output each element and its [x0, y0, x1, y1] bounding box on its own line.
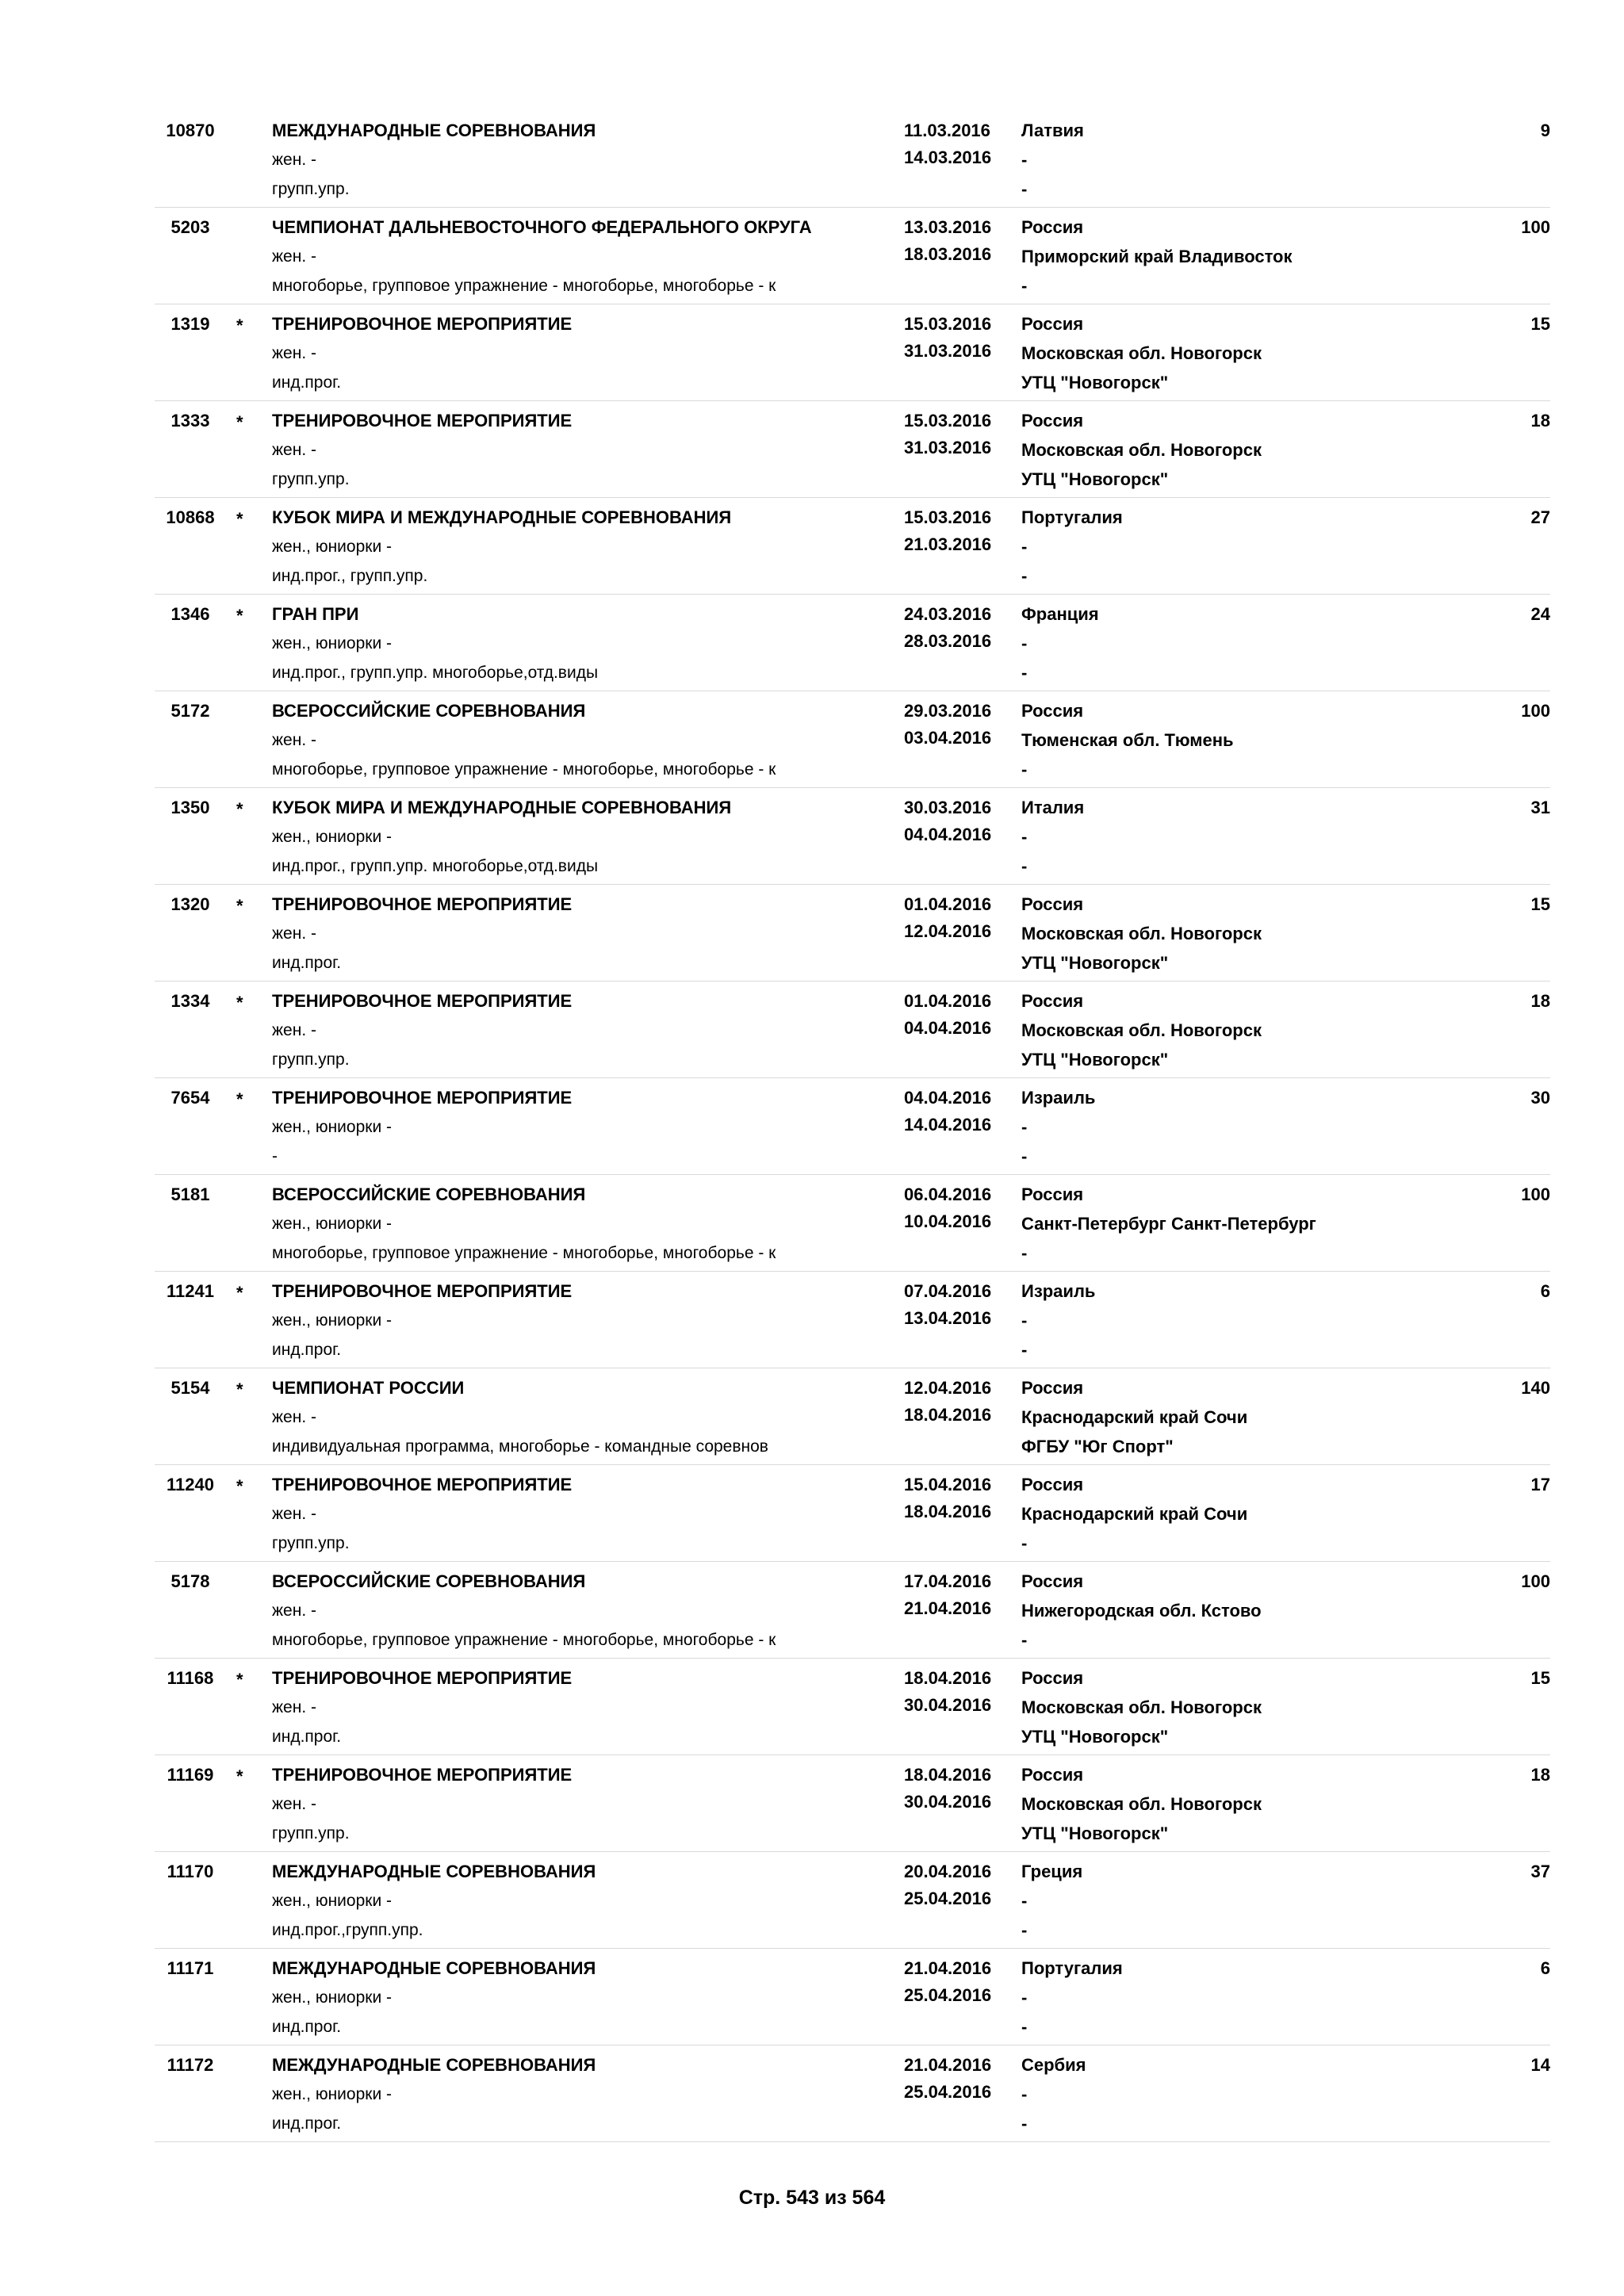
event-program: групп.упр. — [272, 180, 350, 198]
event-category: жен. - — [272, 1698, 316, 1716]
event-region-city: Краснодарский край Сочи — [1021, 1504, 1248, 1524]
event-date-end: 13.04.2016 — [904, 1308, 992, 1328]
event-region-city: - — [1021, 537, 1028, 557]
event-country: Россия — [1021, 411, 1084, 430]
event-row — [155, 1562, 1550, 1659]
event-row — [155, 1368, 1550, 1465]
event-venue: - — [1021, 2114, 1028, 2133]
event-country: Россия — [1021, 701, 1084, 721]
event-star-mark: * — [236, 316, 243, 335]
event-country: Израиль — [1021, 1088, 1096, 1108]
event-region-city: Тюменская обл. Тюмень — [1021, 730, 1234, 750]
event-program: инд.прог. — [272, 1728, 342, 1746]
event-venue: - — [1021, 2017, 1028, 2037]
event-program: инд.прог. — [272, 2114, 342, 2133]
event-row — [155, 982, 1550, 1078]
event-participant-count: 15 — [1530, 314, 1550, 334]
event-country: Сербия — [1021, 2055, 1086, 2075]
event-venue: УТЦ "Новогорск" — [1021, 373, 1169, 392]
event-region-city: - — [1021, 2084, 1028, 2104]
event-participant-count: 100 — [1521, 1571, 1550, 1591]
event-participant-count: 37 — [1530, 1862, 1550, 1881]
event-row — [155, 1659, 1550, 1755]
event-category: жен., юниорки - — [272, 1118, 393, 1136]
event-category: жен. - — [272, 924, 316, 943]
event-date-end: 28.03.2016 — [904, 631, 992, 651]
event-participant-count: 9 — [1540, 121, 1550, 140]
event-row — [155, 401, 1550, 498]
event-id: 1333 — [170, 411, 210, 430]
event-date-end: 12.04.2016 — [904, 921, 992, 941]
event-participant-count: 100 — [1521, 217, 1550, 237]
event-id: 11172 — [167, 2055, 214, 2075]
event-category: жен. - — [272, 1505, 316, 1523]
event-date-start: 15.03.2016 — [904, 507, 992, 527]
event-country: Португалия — [1021, 1958, 1123, 1978]
event-participant-count: 100 — [1521, 701, 1550, 721]
event-date-end: 31.03.2016 — [904, 341, 992, 361]
event-region-city: Нижегородская обл. Кстово — [1021, 1601, 1262, 1621]
event-row — [155, 498, 1550, 595]
event-region-city: - — [1021, 1311, 1028, 1330]
event-program: инд.прог. — [272, 2018, 342, 2036]
event-id: 11170 — [167, 1862, 214, 1881]
event-date-start: 07.04.2016 — [904, 1281, 992, 1301]
event-row — [155, 1175, 1550, 1272]
event-id: 1320 — [170, 894, 210, 914]
event-id: 1350 — [170, 798, 210, 817]
event-participant-count: 6 — [1540, 1281, 1550, 1301]
event-country: Россия — [1021, 1378, 1084, 1398]
event-id: 1346 — [170, 604, 210, 624]
event-category: жен., юниорки - — [272, 828, 393, 846]
event-venue: - — [1021, 566, 1028, 586]
event-region-city: - — [1021, 150, 1028, 170]
event-region-city: Московская обл. Новогорск — [1021, 924, 1262, 943]
event-country: Россия — [1021, 1475, 1084, 1494]
event-date-start: 01.04.2016 — [904, 991, 992, 1011]
event-country: Израиль — [1021, 1281, 1096, 1301]
event-date-end: 31.03.2016 — [904, 438, 992, 457]
event-date-start: 29.03.2016 — [904, 701, 992, 721]
event-title: ВСЕРОССИЙСКИЕ СОРЕВНОВАНИЯ — [272, 701, 586, 721]
event-region-city: Московская обл. Новогорск — [1021, 1697, 1262, 1717]
event-participant-count: 31 — [1530, 798, 1550, 817]
event-title: МЕЖДУНАРОДНЫЕ СОРЕВНОВАНИЯ — [272, 2055, 596, 2075]
event-row — [155, 1272, 1550, 1368]
event-title: ГРАН ПРИ — [272, 604, 359, 624]
event-participant-count: 15 — [1530, 1668, 1550, 1688]
event-category: жен. - — [272, 1021, 316, 1039]
event-participant-count: 24 — [1530, 604, 1550, 624]
event-row — [155, 2045, 1550, 2142]
event-star-mark: * — [236, 1380, 243, 1399]
event-row — [155, 1755, 1550, 1852]
event-date-end: 25.04.2016 — [904, 1985, 992, 2005]
event-title: ЧЕМПИОНАТ РОССИИ — [272, 1378, 465, 1398]
event-category: жен. - — [272, 731, 316, 749]
page-number: Стр. 543 из 564 — [738, 2187, 886, 2209]
event-row — [155, 691, 1550, 788]
event-id: 5181 — [170, 1184, 210, 1204]
event-program: инд.прог. — [272, 1341, 342, 1359]
event-row — [155, 788, 1550, 885]
event-region-city: Краснодарский край Сочи — [1021, 1407, 1248, 1427]
event-country: Россия — [1021, 217, 1084, 237]
event-region-city: - — [1021, 1117, 1028, 1137]
event-venue: - — [1021, 179, 1028, 199]
event-program: многоборье, групповое упражнение - многоборье, многоборье - к — [272, 277, 776, 295]
event-date-end: 25.04.2016 — [904, 1888, 992, 1908]
event-date-start: 15.03.2016 — [904, 314, 992, 334]
event-participant-count: 27 — [1530, 507, 1550, 527]
event-title: ТРЕНИРОВОЧНОЕ МЕРОПРИЯТИЕ — [272, 1765, 573, 1785]
event-title: КУБОК МИРА И МЕЖДУНАРОДНЫЕ СОРЕВНОВАНИЯ — [272, 507, 732, 527]
event-id: 5178 — [170, 1571, 210, 1591]
event-venue: - — [1021, 663, 1028, 683]
event-id: 5172 — [170, 701, 210, 721]
event-country: Россия — [1021, 1765, 1084, 1785]
event-row — [155, 595, 1550, 691]
event-date-start: 17.04.2016 — [904, 1571, 992, 1591]
event-program: групп.упр. — [272, 1824, 350, 1843]
event-program: групп.упр. — [272, 1050, 350, 1069]
event-country: Франция — [1021, 604, 1099, 624]
event-category: жен., юниорки - — [272, 1215, 393, 1233]
event-region-city: Приморский край Владивосток — [1021, 247, 1293, 266]
event-venue: - — [1021, 856, 1028, 876]
event-date-start: 04.04.2016 — [904, 1088, 992, 1108]
event-region-city: Московская обл. Новогорск — [1021, 1020, 1262, 1040]
event-id: 11240 — [167, 1475, 214, 1494]
event-category: жен. - — [272, 151, 316, 169]
event-date-start: 12.04.2016 — [904, 1378, 992, 1398]
event-participant-count: 100 — [1521, 1184, 1550, 1204]
event-date-end: 14.03.2016 — [904, 147, 992, 167]
event-region-city: Московская обл. Новогорск — [1021, 343, 1262, 363]
event-star-mark: * — [236, 1670, 243, 1689]
event-venue: - — [1021, 1630, 1028, 1650]
event-country: Россия — [1021, 314, 1084, 334]
event-category: жен. - — [272, 1601, 316, 1620]
event-date-end: 04.04.2016 — [904, 1018, 992, 1038]
event-star-mark: * — [236, 1283, 243, 1303]
event-id: 11171 — [167, 1958, 214, 1978]
event-star-mark: * — [236, 993, 243, 1012]
event-category: жен., юниорки - — [272, 634, 393, 652]
event-row — [155, 304, 1550, 401]
event-category: жен. - — [272, 441, 316, 459]
event-region-city: - — [1021, 1988, 1028, 2007]
event-country: Латвия — [1021, 121, 1084, 140]
event-region-city: Санкт-Петербург Санкт-Петербург — [1021, 1214, 1316, 1234]
event-row — [155, 1078, 1550, 1175]
event-venue: ФГБУ "Юг Спорт" — [1021, 1437, 1174, 1456]
event-date-end: 18.03.2016 — [904, 244, 992, 264]
event-star-mark: * — [236, 606, 243, 626]
event-participant-count: 18 — [1530, 411, 1550, 430]
event-participant-count: 140 — [1521, 1378, 1550, 1398]
event-venue: - — [1021, 1920, 1028, 1940]
event-date-start: 06.04.2016 — [904, 1184, 992, 1204]
event-id: 5203 — [170, 217, 210, 237]
event-id: 11169 — [167, 1765, 214, 1785]
event-region-city: - — [1021, 1891, 1028, 1911]
event-star-mark: * — [236, 1476, 243, 1496]
event-title: ТРЕНИРОВОЧНОЕ МЕРОПРИЯТИЕ — [272, 411, 573, 430]
event-country: Россия — [1021, 894, 1084, 914]
event-venue: УТЦ "Новогорск" — [1021, 953, 1169, 973]
event-title: МЕЖДУНАРОДНЫЕ СОРЕВНОВАНИЯ — [272, 1958, 596, 1978]
event-category: жен., юниорки - — [272, 1892, 393, 1910]
event-category: жен. - — [272, 247, 316, 266]
event-date-start: 15.03.2016 — [904, 411, 992, 430]
event-star-mark: * — [236, 509, 243, 529]
event-title: КУБОК МИРА И МЕЖДУНАРОДНЫЕ СОРЕВНОВАНИЯ — [272, 798, 732, 817]
event-date-start: 24.03.2016 — [904, 604, 992, 624]
event-country: Россия — [1021, 1668, 1084, 1688]
event-date-start: 01.04.2016 — [904, 894, 992, 914]
event-program: групп.упр. — [272, 470, 350, 488]
event-participant-count: 30 — [1530, 1088, 1550, 1108]
event-star-mark: * — [236, 412, 243, 432]
event-country: Греция — [1021, 1862, 1083, 1881]
event-row — [155, 111, 1550, 208]
event-country: Россия — [1021, 991, 1084, 1011]
event-date-start: 18.04.2016 — [904, 1668, 992, 1688]
event-program: инд.прог.,групп.упр. — [272, 1921, 423, 1939]
event-program: групп.упр. — [272, 1534, 350, 1552]
event-participant-count: 14 — [1530, 2055, 1550, 2075]
event-row — [155, 208, 1550, 304]
event-date-start: 13.03.2016 — [904, 217, 992, 237]
event-id: 5154 — [170, 1378, 210, 1398]
event-country: Россия — [1021, 1571, 1084, 1591]
event-venue: - — [1021, 1340, 1028, 1360]
event-program: инд.прог., групп.упр. многоборье,отд.виды — [272, 857, 599, 875]
event-title: МЕЖДУНАРОДНЫЕ СОРЕВНОВАНИЯ — [272, 1862, 596, 1881]
event-title: ТРЕНИРОВОЧНОЕ МЕРОПРИЯТИЕ — [272, 991, 573, 1011]
event-id: 1334 — [170, 991, 210, 1011]
event-date-end: 14.04.2016 — [904, 1115, 992, 1135]
event-category: жен., юниорки - — [272, 538, 393, 556]
event-date-start: 15.04.2016 — [904, 1475, 992, 1494]
event-program: многоборье, групповое упражнение - многоборье, многоборье - к — [272, 760, 776, 779]
event-participant-count: 18 — [1530, 1765, 1550, 1785]
event-date-end: 21.04.2016 — [904, 1598, 992, 1618]
event-country: Италия — [1021, 798, 1085, 817]
event-date-end: 18.04.2016 — [904, 1502, 992, 1521]
event-venue: - — [1021, 1533, 1028, 1553]
event-title: ТРЕНИРОВОЧНОЕ МЕРОПРИЯТИЕ — [272, 314, 573, 334]
event-title: ТРЕНИРОВОЧНОЕ МЕРОПРИЯТИЕ — [272, 1668, 573, 1688]
event-title: ТРЕНИРОВОЧНОЕ МЕРОПРИЯТИЕ — [272, 1088, 573, 1108]
event-row — [155, 1465, 1550, 1562]
event-date-end: 10.04.2016 — [904, 1211, 992, 1231]
event-star-mark: * — [236, 799, 243, 819]
event-date-start: 30.03.2016 — [904, 798, 992, 817]
event-date-start: 11.03.2016 — [904, 121, 990, 140]
event-venue: - — [1021, 1243, 1028, 1263]
event-date-end: 30.04.2016 — [904, 1792, 992, 1812]
event-program: - — [272, 1147, 278, 1165]
event-title: МЕЖДУНАРОДНЫЕ СОРЕВНОВАНИЯ — [272, 121, 596, 140]
event-venue: УТЦ "Новогорск" — [1021, 1727, 1169, 1747]
event-participant-count: 18 — [1530, 991, 1550, 1011]
event-date-start: 18.04.2016 — [904, 1765, 992, 1785]
event-program: инд.прог. — [272, 954, 342, 972]
event-date-end: 30.04.2016 — [904, 1695, 992, 1715]
event-venue: - — [1021, 760, 1028, 779]
event-title: ВСЕРОССИЙСКИЕ СОРЕВНОВАНИЯ — [272, 1184, 586, 1204]
event-region-city: - — [1021, 633, 1028, 653]
event-date-start: 21.04.2016 — [904, 2055, 992, 2075]
event-venue: УТЦ "Новогорск" — [1021, 469, 1169, 489]
event-title: ТРЕНИРОВОЧНОЕ МЕРОПРИЯТИЕ — [272, 894, 573, 914]
event-category: жен., юниорки - — [272, 1311, 393, 1330]
event-star-mark: * — [236, 1766, 243, 1786]
event-venue: УТЦ "Новогорск" — [1021, 1823, 1169, 1843]
events-list — [155, 111, 1550, 2142]
event-category: жен., юниорки - — [272, 2085, 393, 2103]
event-participant-count: 6 — [1540, 1958, 1550, 1978]
event-id: 11241 — [167, 1281, 214, 1301]
event-category: жен. - — [272, 344, 316, 362]
event-title: ТРЕНИРОВОЧНОЕ МЕРОПРИЯТИЕ — [272, 1281, 573, 1301]
event-id: 11168 — [167, 1668, 214, 1688]
event-venue: - — [1021, 276, 1028, 296]
event-category: жен. - — [272, 1408, 316, 1426]
event-id: 10868 — [166, 507, 215, 527]
event-star-mark: * — [236, 896, 243, 916]
event-title: ТРЕНИРОВОЧНОЕ МЕРОПРИЯТИЕ — [272, 1475, 573, 1494]
event-title: ЧЕМПИОНАТ ДАЛЬНЕВОСТОЧНОГО ФЕДЕРАЛЬНОГО ОКРУГА — [272, 217, 812, 237]
event-category: жен. - — [272, 1795, 316, 1813]
event-program: инд.прог., групп.упр. многоборье,отд.виды — [272, 664, 599, 682]
event-row — [155, 885, 1550, 982]
event-date-start: 20.04.2016 — [904, 1862, 992, 1881]
event-program: многоборье, групповое упражнение - многоборье, многоборье - к — [272, 1631, 776, 1649]
event-region-city: Московская обл. Новогорск — [1021, 1794, 1262, 1814]
event-id: 10870 — [166, 121, 215, 140]
event-country: Россия — [1021, 1184, 1084, 1204]
event-date-end: 04.04.2016 — [904, 825, 992, 844]
event-program: инд.прог. — [272, 373, 342, 392]
event-id: 7654 — [170, 1088, 210, 1108]
event-category: жен., юниорки - — [272, 1988, 393, 2007]
event-participant-count: 15 — [1530, 894, 1550, 914]
event-date-end: 21.03.2016 — [904, 534, 992, 554]
event-date-start: 21.04.2016 — [904, 1958, 992, 1978]
event-program: инд.прог., групп.упр. — [272, 567, 428, 585]
event-date-end: 03.04.2016 — [904, 728, 992, 748]
event-date-end: 25.04.2016 — [904, 2082, 992, 2102]
event-row — [155, 1949, 1550, 2045]
event-venue: - — [1021, 1146, 1028, 1166]
event-venue: УТЦ "Новогорск" — [1021, 1050, 1169, 1070]
event-region-city: - — [1021, 827, 1028, 847]
event-country: Португалия — [1021, 507, 1123, 527]
event-program: многоборье, групповое упражнение - многоборье, многоборье - к — [272, 1244, 776, 1262]
event-star-mark: * — [236, 1089, 243, 1109]
event-id: 1319 — [170, 314, 210, 334]
event-title: ВСЕРОССИЙСКИЕ СОРЕВНОВАНИЯ — [272, 1571, 586, 1591]
event-row — [155, 1852, 1550, 1949]
event-date-end: 18.04.2016 — [904, 1405, 992, 1425]
event-program: индивидуальная программа, многоборье - командные соревнов — [272, 1437, 768, 1456]
event-region-city: Московская обл. Новогорск — [1021, 440, 1262, 460]
event-participant-count: 17 — [1530, 1475, 1550, 1494]
